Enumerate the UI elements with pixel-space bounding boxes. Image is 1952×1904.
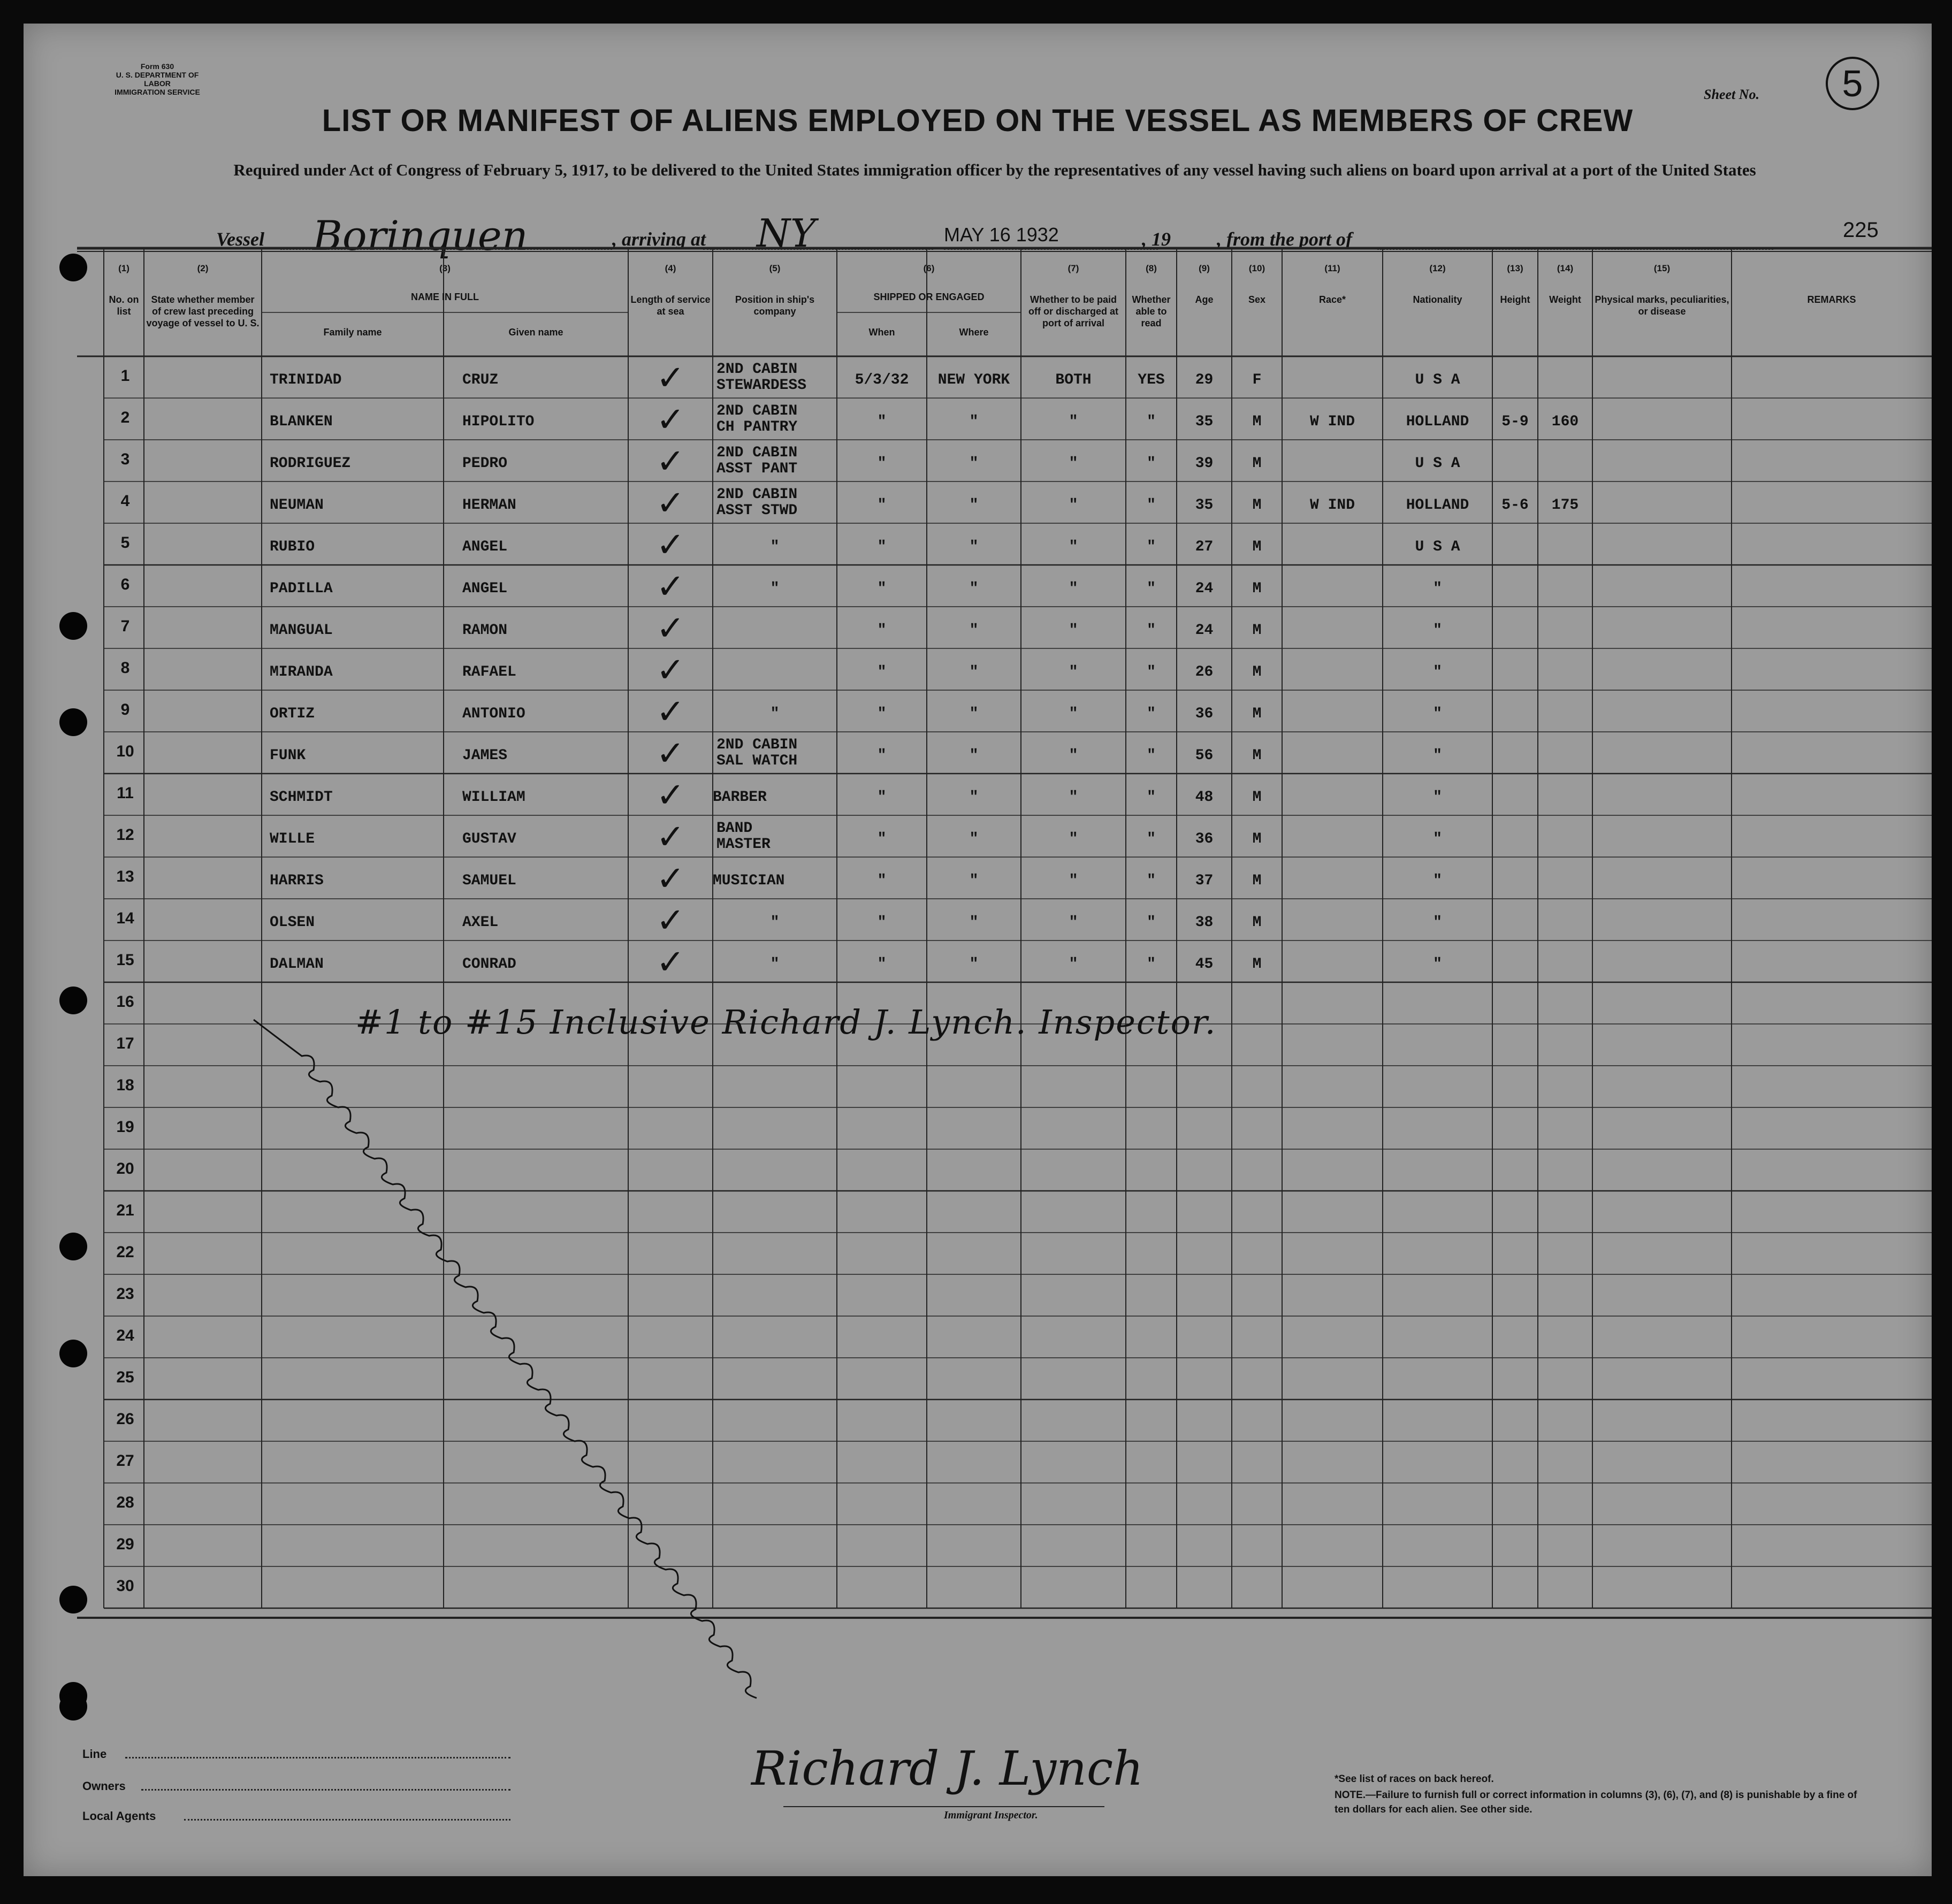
punch-hole xyxy=(59,1586,87,1614)
column-header: Position in ship's company xyxy=(735,294,815,317)
given-name: RAMON xyxy=(462,622,508,639)
able-to-read: " xyxy=(1147,414,1156,430)
sex: M xyxy=(1252,831,1262,847)
shipped-when: " xyxy=(877,873,887,889)
punch-hole xyxy=(59,987,87,1014)
page-title: LIST OR MANIFEST OF ALIENS EMPLOYED ON THE VESSEL AS MEMBERS OF CREW xyxy=(322,103,1634,138)
punch-hole xyxy=(59,612,87,640)
shipped-when: " xyxy=(877,580,887,597)
able-to-read: " xyxy=(1147,914,1156,931)
nationality: " xyxy=(1433,873,1442,889)
row-number: 20 xyxy=(116,1160,134,1177)
row-number: 8 xyxy=(120,659,130,677)
shipped-where: " xyxy=(969,789,979,806)
able-to-read: " xyxy=(1147,747,1156,764)
shipped-where: " xyxy=(969,539,979,555)
shipped-when: " xyxy=(877,956,887,973)
sex: M xyxy=(1252,622,1262,639)
shipped-when: " xyxy=(877,455,887,472)
given-name: AXEL xyxy=(462,914,499,931)
row-number: 17 xyxy=(116,1035,134,1052)
nationality: " xyxy=(1433,831,1442,847)
subhead-given-name: Given name xyxy=(508,327,563,338)
page-number: 225 xyxy=(1843,218,1879,242)
punch-hole xyxy=(59,254,87,281)
service-check: ✓ xyxy=(656,400,685,440)
column-header: Nationality xyxy=(1413,294,1462,305)
age: 36 xyxy=(1195,831,1214,847)
row-number: 25 xyxy=(116,1368,134,1386)
punch-hole xyxy=(59,1340,87,1367)
shipped-where: " xyxy=(969,956,979,973)
able-to-read: " xyxy=(1147,664,1156,680)
paid-off: " xyxy=(1069,497,1078,514)
shipped-where: " xyxy=(969,497,979,514)
row-number: 22 xyxy=(116,1243,134,1261)
given-name: CRUZ xyxy=(462,372,499,388)
shipped-when: " xyxy=(877,789,887,806)
row-number: 6 xyxy=(120,576,130,593)
row-number: 26 xyxy=(116,1410,134,1428)
row-number: 29 xyxy=(116,1535,134,1553)
nationality: U S A xyxy=(1415,539,1460,555)
family-name: OLSEN xyxy=(270,914,315,931)
row-number: 11 xyxy=(117,784,134,802)
given-name: SAMUEL xyxy=(462,873,516,889)
shipped-where: " xyxy=(969,580,979,597)
service-check: ✓ xyxy=(656,901,685,940)
family-name: PADILLA xyxy=(270,580,333,597)
position: BARBER xyxy=(713,789,767,806)
manifest-document xyxy=(24,24,1932,1876)
column-number: (6) xyxy=(923,263,935,273)
age: 27 xyxy=(1195,539,1214,555)
nationality: " xyxy=(1433,706,1442,722)
column-header: SHIPPED OR ENGAGED xyxy=(873,292,985,302)
sex: M xyxy=(1252,914,1262,931)
owners-label: Owners xyxy=(82,1779,126,1793)
able-to-read: " xyxy=(1147,455,1156,472)
shipped-where: " xyxy=(969,831,979,847)
family-name: MANGUAL xyxy=(270,622,333,639)
given-name: GUSTAV xyxy=(462,831,516,847)
column-header: Length of service at sea xyxy=(630,294,711,317)
column-number: (3) xyxy=(439,263,451,273)
sex: M xyxy=(1252,664,1262,680)
nationality: " xyxy=(1433,664,1442,680)
line-label: Line xyxy=(82,1747,107,1761)
able-to-read: " xyxy=(1147,873,1156,889)
family-name: NEUMAN xyxy=(270,497,324,514)
row-number: 23 xyxy=(116,1285,134,1303)
shipped-where: " xyxy=(969,622,979,639)
age: 48 xyxy=(1195,789,1214,806)
shipped-when: " xyxy=(877,664,887,680)
row-number: 16 xyxy=(116,993,134,1011)
row-number: 30 xyxy=(116,1577,134,1595)
given-name: HIPOLITO xyxy=(462,414,535,430)
position: " xyxy=(770,539,780,555)
position-line2: CH PANTRY xyxy=(716,419,798,435)
sex: M xyxy=(1252,789,1262,806)
family-name: ORTIZ xyxy=(270,706,315,722)
service-check: ✓ xyxy=(656,484,685,523)
position-line2: ASST PANT xyxy=(716,461,798,477)
paid-off: " xyxy=(1069,873,1078,889)
paid-off: " xyxy=(1069,664,1078,680)
column-header: Age xyxy=(1195,294,1214,305)
column-number: (12) xyxy=(1429,263,1446,273)
local-agents-label: Local Agents xyxy=(82,1809,156,1823)
paid-off: " xyxy=(1069,539,1078,555)
punch-hole xyxy=(59,1693,87,1721)
sex: M xyxy=(1252,706,1262,722)
row-number: 27 xyxy=(116,1452,134,1470)
age: 39 xyxy=(1195,455,1214,472)
vessel-name: Borinquen xyxy=(312,212,528,259)
given-name: ANGEL xyxy=(462,539,508,555)
nationality: " xyxy=(1433,747,1442,764)
shipped-when: " xyxy=(877,914,887,931)
given-name: ANTONIO xyxy=(462,706,525,722)
paid-off: " xyxy=(1069,789,1078,806)
from-label: , from the port of xyxy=(1217,228,1353,250)
age: 37 xyxy=(1195,873,1214,889)
shipped-when: " xyxy=(877,831,887,847)
position-line2: STEWARDESS xyxy=(716,377,807,394)
page-subtitle: Required under Act of Congress of February 5, 1917, to be delivered to the United States immigration officer by the representatives of any vessel having such aliens on board upon arrival at a port of the United States xyxy=(233,160,1756,179)
age: 38 xyxy=(1195,914,1214,931)
row-number: 5 xyxy=(120,534,130,552)
service-check: ✓ xyxy=(656,609,685,648)
family-name: FUNK xyxy=(270,747,306,764)
paid-off: " xyxy=(1069,455,1078,472)
service-check: ✓ xyxy=(656,567,685,607)
signature-caption: Immigrant Inspector. xyxy=(944,1809,1038,1821)
inspector-annotation: #1 to #15 Inclusive Richard J. Lynch. Inspector. xyxy=(355,1003,1217,1042)
position-line1: 2ND CABIN xyxy=(716,737,798,753)
column-header: Whether able to read xyxy=(1132,294,1171,328)
column-header: Race* xyxy=(1318,294,1346,305)
column-number: (1) xyxy=(118,263,129,273)
able-to-read: " xyxy=(1147,956,1156,973)
age: 45 xyxy=(1195,956,1214,973)
paid-off: " xyxy=(1069,622,1078,639)
sex: M xyxy=(1252,747,1262,764)
penalty-note: NOTE.—Failure to furnish full or correct information in columns (3), (6), (7), and (8) is punishable by a fine of ten dollars for each alien. See other side. xyxy=(1335,1790,1857,1815)
row-number: 2 xyxy=(120,409,130,426)
family-name: MIRANDA xyxy=(270,664,333,680)
column-number: (7) xyxy=(1068,263,1079,273)
paid-off: BOTH xyxy=(1055,372,1092,388)
subhead-family-name: Family name xyxy=(323,327,382,338)
column-number: (14) xyxy=(1557,263,1574,273)
row-number: 18 xyxy=(116,1076,134,1094)
service-check: ✓ xyxy=(656,817,685,857)
column-header: Sex xyxy=(1248,294,1266,305)
row-number: 28 xyxy=(116,1494,134,1511)
row-number: 24 xyxy=(116,1327,134,1344)
date-stamp: MAY 16 1932 xyxy=(944,224,1059,246)
shipped-when: " xyxy=(877,622,887,639)
paid-off: " xyxy=(1069,747,1078,764)
sex: M xyxy=(1252,580,1262,597)
punch-hole xyxy=(59,1233,87,1260)
cancel-squiggle xyxy=(24,24,1932,1876)
given-name: HERMAN xyxy=(462,497,516,514)
family-name: WILLE xyxy=(270,831,315,847)
service-name: IMMIGRATION SERVICE xyxy=(115,88,200,96)
vessel-label: Vessel xyxy=(216,228,264,250)
column-number: (10) xyxy=(1248,263,1265,273)
sex: M xyxy=(1252,497,1262,514)
shipped-when: 5/3/32 xyxy=(855,372,909,388)
position-line1: 2ND CABIN xyxy=(716,403,798,419)
able-to-read: " xyxy=(1147,706,1156,722)
column-number: (11) xyxy=(1324,263,1340,273)
age: 36 xyxy=(1195,706,1214,722)
form-number: Form 630 xyxy=(140,62,174,71)
column-header: Height xyxy=(1500,294,1530,305)
nationality: U S A xyxy=(1415,455,1460,472)
shipped-where: " xyxy=(969,414,979,430)
sex: M xyxy=(1252,956,1262,973)
column-header: Whether to be paid off or discharged at port of arrival xyxy=(1028,294,1119,328)
sex: M xyxy=(1252,873,1262,889)
service-check: ✓ xyxy=(656,776,685,815)
paid-off: " xyxy=(1069,414,1078,430)
inspector-signature: Richard J. Lynch xyxy=(751,1741,1143,1796)
position: MUSICIAN xyxy=(713,873,785,889)
position: " xyxy=(770,956,780,973)
family-name: RUBIO xyxy=(270,539,315,555)
position: " xyxy=(770,914,780,931)
service-check: ✓ xyxy=(656,651,685,690)
nationality: HOLLAND xyxy=(1406,414,1469,430)
sheet-number: 5 xyxy=(1826,57,1879,110)
given-name: ANGEL xyxy=(462,580,508,597)
age: 35 xyxy=(1195,414,1214,430)
age: 56 xyxy=(1195,747,1214,764)
paid-off: " xyxy=(1069,706,1078,722)
row-number: 10 xyxy=(116,743,134,760)
row-number: 7 xyxy=(120,617,130,635)
row-number: 12 xyxy=(116,826,134,844)
sheet-label: Sheet No. xyxy=(1704,87,1759,102)
shipped-when: " xyxy=(877,747,887,764)
position-line2: MASTER xyxy=(716,836,771,853)
given-name: CONRAD xyxy=(462,956,516,973)
race: W IND xyxy=(1309,414,1355,430)
row-number: 21 xyxy=(116,1202,134,1219)
family-name: DALMAN xyxy=(270,956,324,973)
height: 5-9 xyxy=(1501,414,1529,430)
given-name: PEDRO xyxy=(462,455,508,472)
sex: M xyxy=(1252,455,1262,472)
nationality: " xyxy=(1433,914,1442,931)
weight: 160 xyxy=(1551,414,1579,430)
sex: M xyxy=(1252,539,1262,555)
nationality: U S A xyxy=(1415,372,1460,388)
position-line1: 2ND CABIN xyxy=(716,361,798,378)
year-label: , 19 xyxy=(1142,228,1171,250)
row-number: 13 xyxy=(116,868,134,885)
paid-off: " xyxy=(1069,580,1078,597)
age: 24 xyxy=(1195,622,1214,639)
nationality: " xyxy=(1433,956,1442,973)
row-number: 3 xyxy=(120,450,130,468)
position-line1: BAND xyxy=(716,820,753,837)
subhead-where: Where xyxy=(959,327,989,338)
column-number: (9) xyxy=(1199,263,1210,273)
column-header: State whether member of crew last preceding voyage of vessel to U. S. xyxy=(146,294,260,328)
age: 29 xyxy=(1195,372,1214,388)
sex: F xyxy=(1252,372,1262,388)
family-name: SCHMIDT xyxy=(270,789,333,806)
column-header: REMARKS xyxy=(1807,294,1856,305)
able-to-read: " xyxy=(1147,831,1156,847)
shipped-where: " xyxy=(969,664,979,680)
races-note: *See list of races on back hereof. xyxy=(1335,1773,1494,1785)
subhead-when: When xyxy=(868,327,895,338)
family-name: RODRIGUEZ xyxy=(270,455,351,472)
able-to-read: " xyxy=(1147,622,1156,639)
race: W IND xyxy=(1309,497,1355,514)
row-number: 14 xyxy=(116,909,134,927)
column-number: (5) xyxy=(769,263,781,273)
column-number: (4) xyxy=(665,263,676,273)
given-name: RAFAEL xyxy=(462,664,516,680)
paid-off: " xyxy=(1069,956,1078,973)
nationality: HOLLAND xyxy=(1406,497,1469,514)
given-name: WILLIAM xyxy=(462,789,525,806)
position-line1: 2ND CABIN xyxy=(716,486,798,503)
able-to-read: " xyxy=(1147,539,1156,555)
family-name: BLANKEN xyxy=(270,414,333,430)
nationality: " xyxy=(1433,622,1442,639)
sex: M xyxy=(1252,414,1262,430)
shipped-when: " xyxy=(877,706,887,722)
given-name: JAMES xyxy=(462,747,508,764)
nationality: " xyxy=(1433,580,1442,597)
family-name: HARRIS xyxy=(270,873,324,889)
row-number: 9 xyxy=(120,701,130,718)
able-to-read: " xyxy=(1147,580,1156,597)
service-check: ✓ xyxy=(656,734,685,774)
shipped-where: " xyxy=(969,706,979,722)
shipped-where: " xyxy=(969,455,979,472)
age: 26 xyxy=(1195,664,1214,680)
service-check: ✓ xyxy=(656,692,685,732)
paid-off: " xyxy=(1069,831,1078,847)
able-to-read: " xyxy=(1147,497,1156,514)
able-to-read: YES xyxy=(1138,372,1165,388)
column-header: NAME IN FULL xyxy=(411,292,479,302)
shipped-when: " xyxy=(877,414,887,430)
arriving-port: NY xyxy=(757,211,816,256)
service-check: ✓ xyxy=(656,442,685,481)
position-line1: 2ND CABIN xyxy=(716,445,798,461)
column-header: Weight xyxy=(1549,294,1581,305)
column-number: (8) xyxy=(1146,263,1157,273)
paid-off: " xyxy=(1069,914,1078,931)
position-line2: ASST STWD xyxy=(716,502,798,519)
position: " xyxy=(770,706,780,722)
punch-hole xyxy=(59,708,87,736)
shipped-where: NEW YORK xyxy=(937,372,1010,388)
shipped-when: " xyxy=(877,539,887,555)
service-check: ✓ xyxy=(656,859,685,899)
row-number: 19 xyxy=(116,1118,134,1136)
shipped-where: " xyxy=(969,873,979,889)
weight: 175 xyxy=(1551,497,1579,514)
service-check: ✓ xyxy=(656,943,685,982)
able-to-read: " xyxy=(1147,789,1156,806)
row-number: 15 xyxy=(116,951,134,969)
row-number: 4 xyxy=(120,492,130,510)
family-name: TRINIDAD xyxy=(270,372,342,388)
nationality: " xyxy=(1433,789,1442,806)
age: 24 xyxy=(1195,580,1214,597)
column-number: (13) xyxy=(1507,263,1523,273)
service-check: ✓ xyxy=(656,358,685,398)
column-header: Physical marks, peculiarities, or disease xyxy=(1595,294,1729,317)
column-number: (15) xyxy=(1653,263,1671,273)
row-number: 1 xyxy=(120,367,130,385)
department-name: U. S. DEPARTMENT OF LABOR xyxy=(116,71,199,88)
service-check: ✓ xyxy=(656,525,685,565)
shipped-where: " xyxy=(969,914,979,931)
height: 5-6 xyxy=(1501,497,1529,514)
age: 35 xyxy=(1195,497,1214,514)
position-line2: SAL WATCH xyxy=(716,753,798,769)
column-header: No. on list xyxy=(109,294,139,317)
arriving-label: , arriving at xyxy=(612,228,706,250)
shipped-where: " xyxy=(969,747,979,764)
position: " xyxy=(770,580,780,597)
shipped-when: " xyxy=(877,497,887,514)
column-number: (2) xyxy=(197,263,209,273)
